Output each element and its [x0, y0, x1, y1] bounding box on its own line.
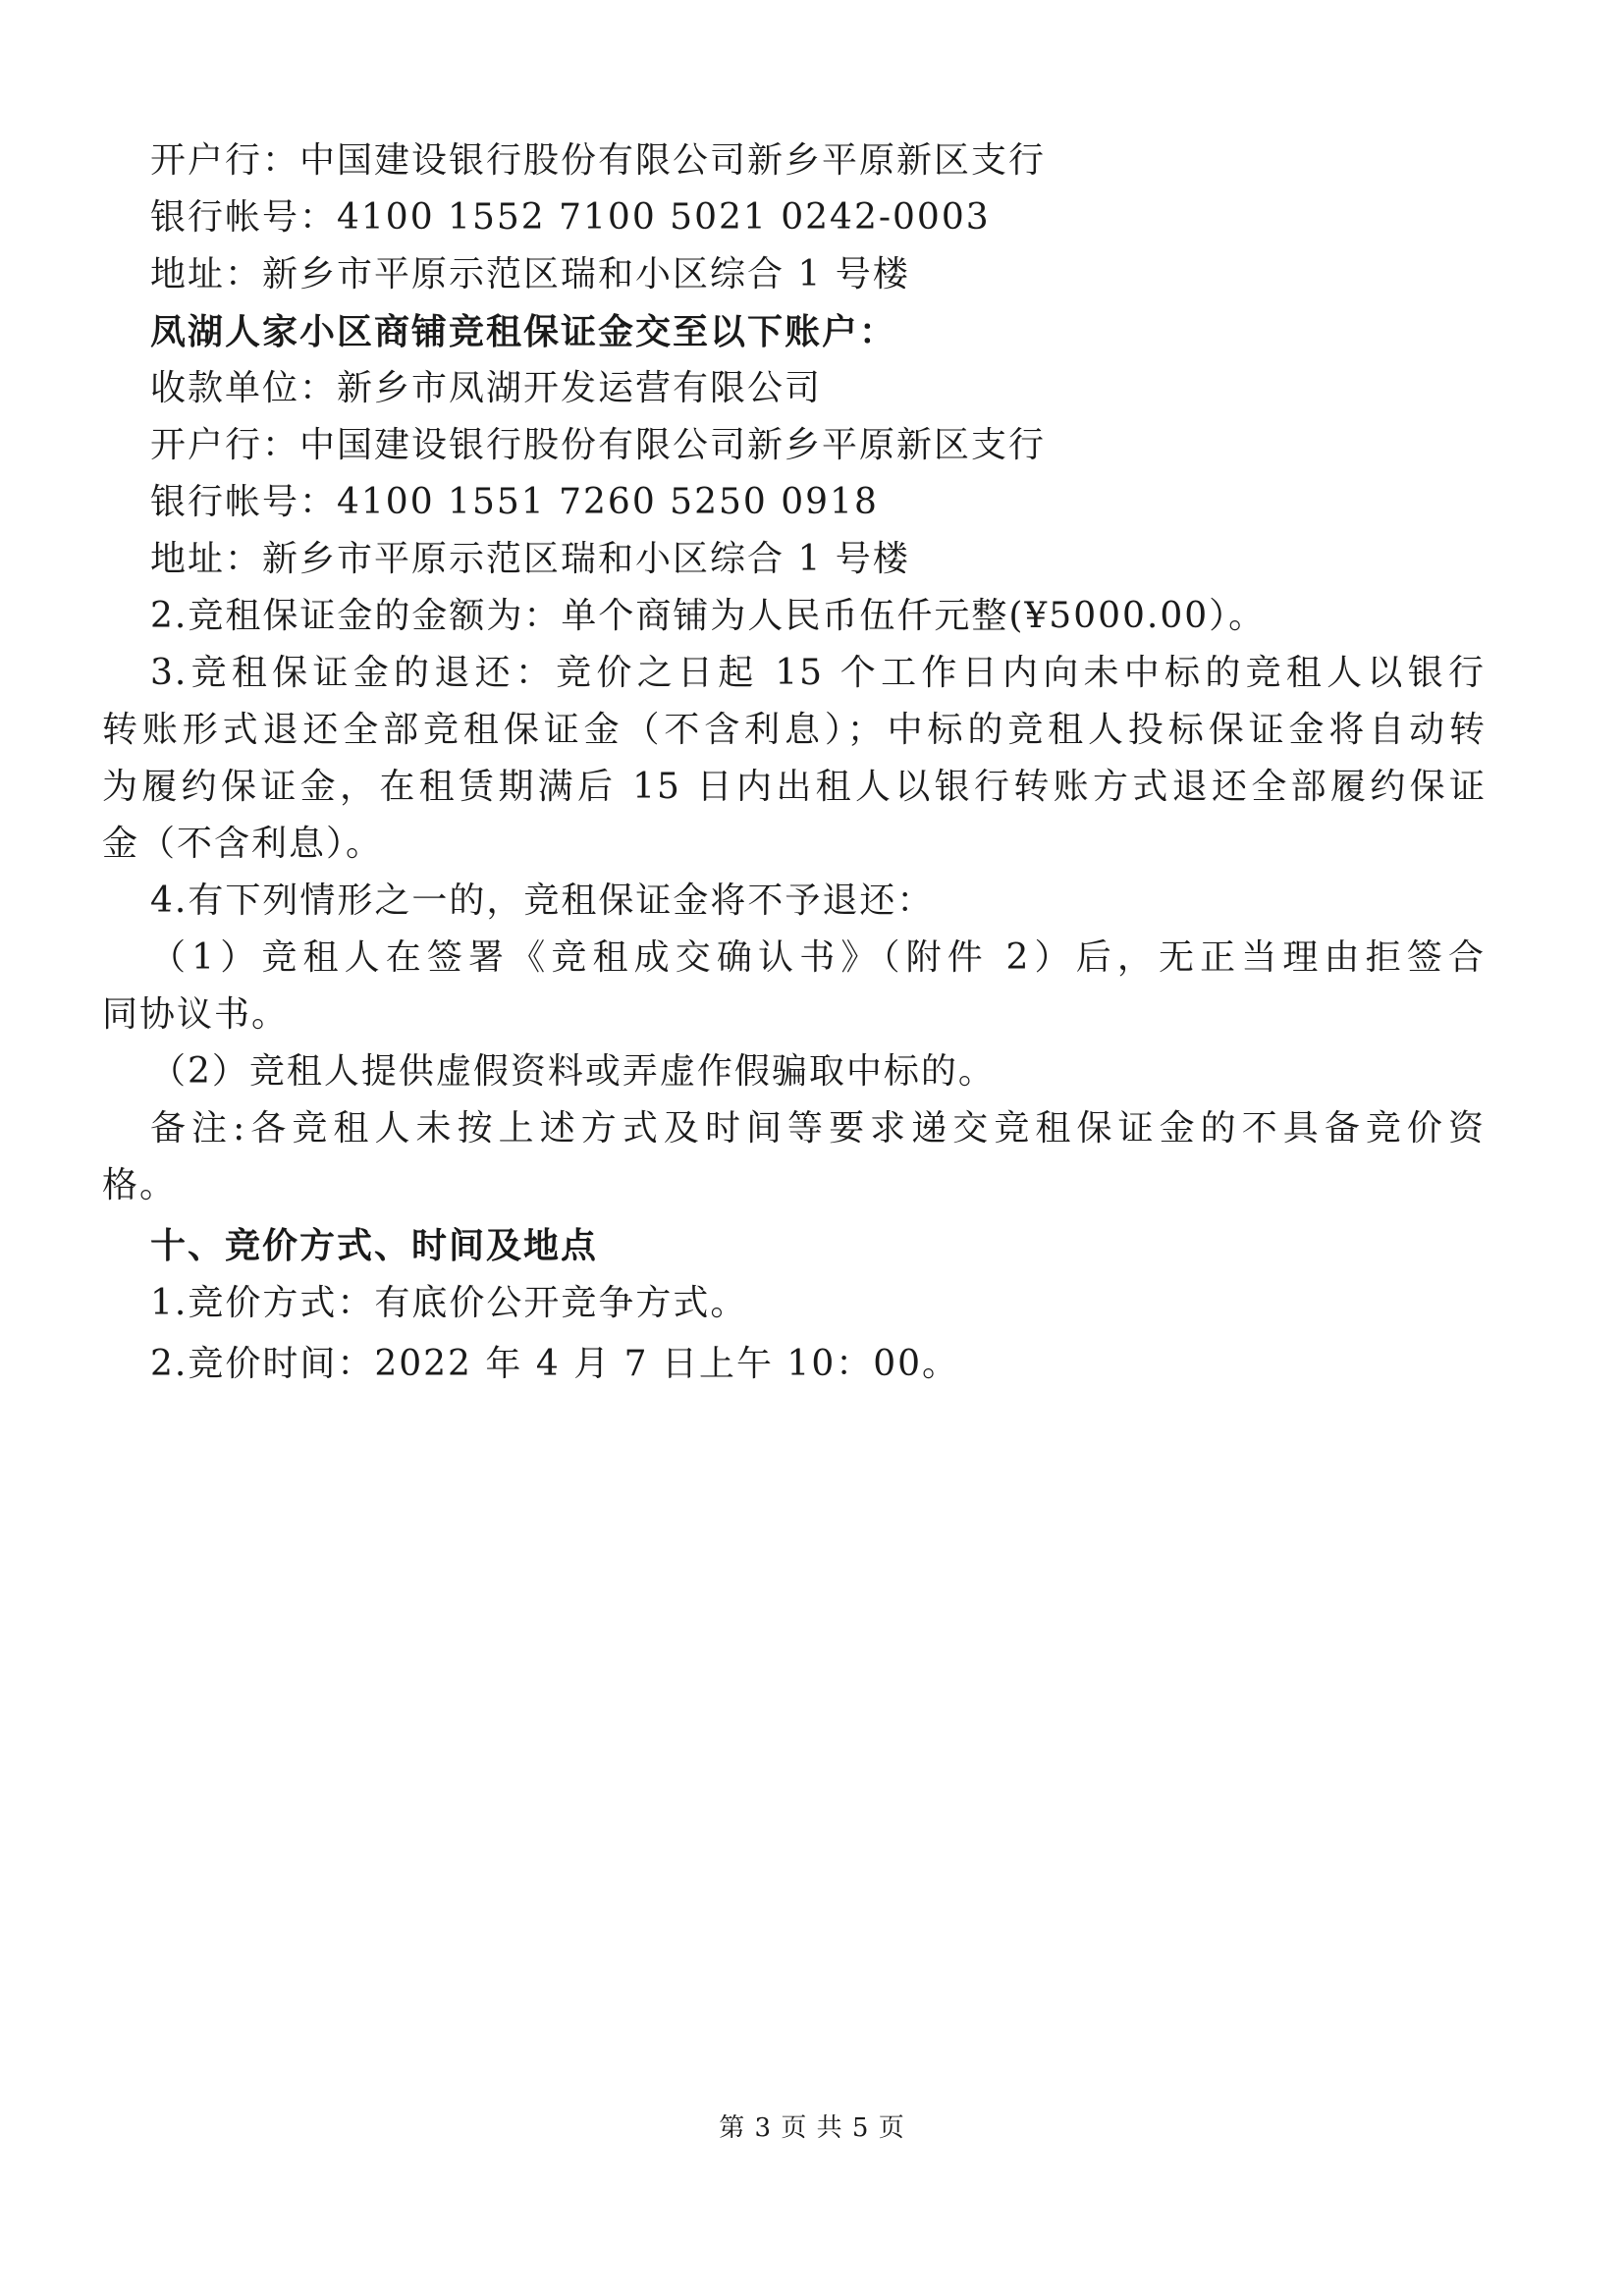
non-refund-intro: 4.有下列情形之一的，竞租保证金将不予退还：: [150, 881, 935, 921]
deposit-refund-paragraph-line-2: 转账形式退还全部竞租保证金（不含利息）；中标的竞租人投标保证金将自动转: [102, 710, 1487, 750]
remark-line-2: 格。: [102, 1165, 178, 1205]
payee-line: 收款单位：新乡市凤湖开发运营有限公司: [150, 368, 823, 408]
deposit-refund-paragraph-line-1: 3.竞租保证金的退还：竞价之日起 15 个工作日内向未中标的竞租人以银行: [150, 653, 1486, 693]
bidding-time-line: 2.竞价时间：2022 年 4 月 7 日上午 10：00。: [150, 1344, 960, 1384]
deposit-refund-paragraph-line-3: 为履约保证金，在租赁期满后 15 日内出租人以银行转账方式退还全部履约保证: [102, 767, 1487, 807]
deposit-refund-paragraph-line-4: 金（不含利息）。: [102, 824, 384, 864]
non-refund-item-2: （2）竞租人提供虚假资料或弄虚作假骗取中标的。: [150, 1051, 996, 1092]
address-line-1: 地址：新乡市平原示范区瑞和小区综合 1 号楼: [150, 254, 910, 294]
remark-line-1: 备注:各竞租人未按上述方式及时间等要求递交竞租保证金的不具备竞价资: [150, 1108, 1486, 1148]
deposit-amount-paragraph: 2.竞租保证金的金额为：单个商铺为人民币伍仟元整(¥5000.00）。: [150, 596, 1267, 636]
bank-branch-line-2: 开户行：中国建设银行股份有限公司新乡平原新区支行: [150, 425, 1047, 465]
bank-account-line-1: 银行帐号：4100 1552 7100 5021 0242-0003: [150, 197, 991, 238]
section-ten-heading: 十、竞价方式、时间及地点: [150, 1226, 599, 1266]
fenghu-account-heading: 凤湖人家小区商铺竞租保证金交至以下账户：: [150, 311, 897, 352]
page-footer: 第 3 页 共 5 页: [719, 2113, 905, 2143]
bank-account-line-2: 银行帐号：4100 1551 7260 5250 0918: [150, 482, 879, 522]
bidding-method-line: 1.竞价方式：有底价公开竞争方式。: [150, 1283, 748, 1323]
address-line-2: 地址：新乡市平原示范区瑞和小区综合 1 号楼: [150, 539, 910, 579]
non-refund-item-1-line-2: 同协议书。: [102, 994, 290, 1035]
bank-branch-line-1: 开户行：中国建设银行股份有限公司新乡平原新区支行: [150, 140, 1047, 181]
non-refund-item-1-line-1: （1）竞租人在签署《竞租成交确认书》（附件 2）后，无正当理由拒签合: [150, 937, 1486, 978]
